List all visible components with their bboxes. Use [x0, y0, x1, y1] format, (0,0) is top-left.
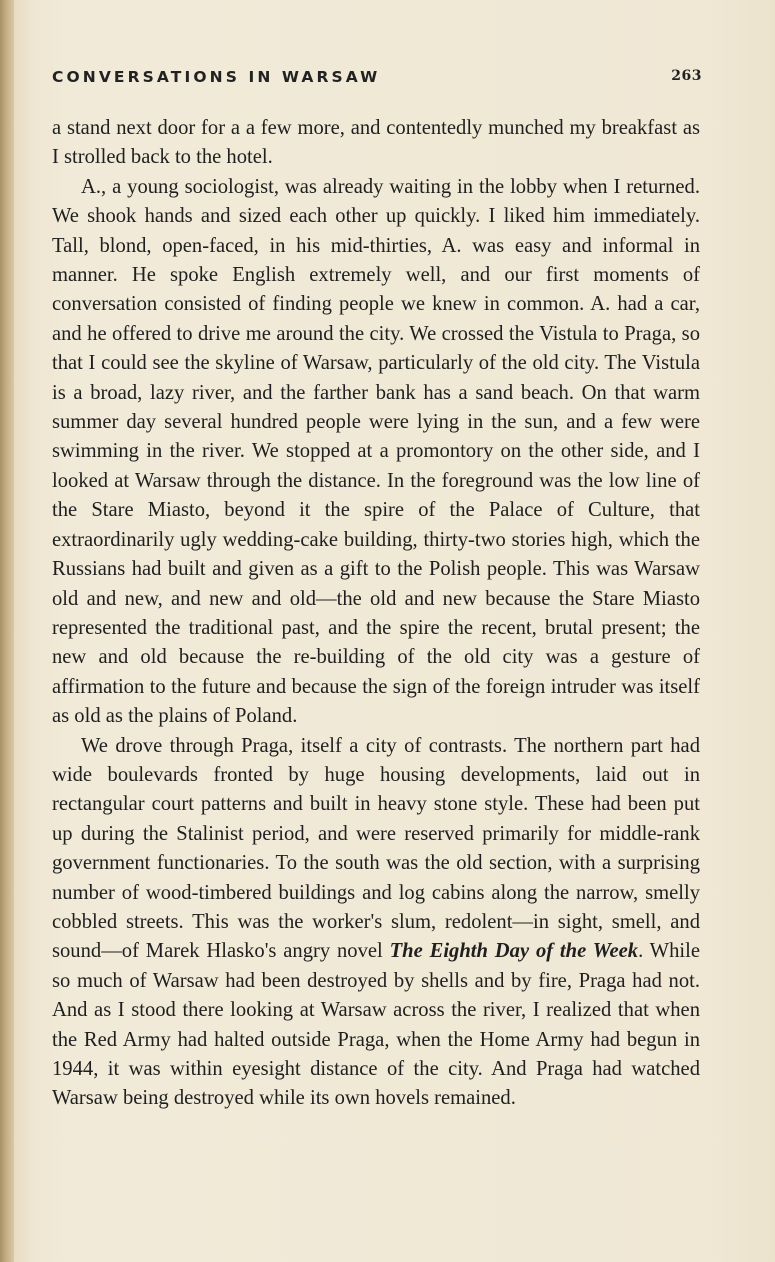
running-title: CONVERSATIONS IN WARSAW — [52, 68, 381, 86]
book-spine-shadow — [0, 0, 14, 1262]
paragraph-2 — [52, 173, 700, 732]
paragraph-3-text-start: We drove through Praga, itself a city of contrasts. The northern part had wide boulevards fronted by huge housing developments, laid out in rectangular court patterns and built in heavy stone style. These had been put up during the Stalinist period, and were reserved primarily for middle-rank government functionaries. To the south was the old section, with a surprising number of wood-timbered buildings and log cabins along the narrow, smelly cobbled streets. This was the worker's slum, redolent—in sight, smell, and sound—of Marek Hlasko's angry novel — [52, 734, 700, 963]
novel-title: The Eighth Day of the Week — [389, 940, 639, 963]
paragraph-2-text: A., a young sociologist, was already waiting in the lobby when I returned. We shook hands and sized each other up quickly. I liked him immediately. Tall, blond, open-faced, in his mid-thirties, A. was easy and informal in manner. He spoke English extremely well, and our first moments of conversation consisted of finding people we knew in common. A. had a car, and he offered to drive me around the city. We crossed the Vistula to Praga, so that I could see the skyline of Warsaw, particularly of the old city. The Vistula is a broad, lazy river, and the farther bank has a sand beach. On that warm summer day several hundred people were lying in the sun, and a few were swimming in the river. We stopped at a promontory on the other side, and I looked at Warsaw through the distance. In the foreground was the low line of the Stare Miasto, beyond it the spire of the Palace of Culture, that extraordinarily ugly wedding-cake building, thirty-two stories high, which the Russians had built and given as a gift to the Polish people. This was Warsaw old and new, and new and old—the old and new because the Stare Miasto represented the traditional past, and the spire the recent, brutal present; the new and old because the re-building of the old city was a gesture of affirmation to the future and because the sign of the foreign intruder was itself as old as the plains of Poland. — [52, 175, 700, 728]
paragraph-3-text-end: . While so much of Warsaw had been destroyed by shells and by fire, Praga had not. And as I stood there looking at Warsaw across the river, I realized that when the Red Army had halted outside Praga, when the Home Army had begun in 1944, it was within eyesight distance of the city. And Praga had watched Warsaw being destroyed while its own hovels remained. — [52, 940, 700, 1110]
body-text — [52, 114, 700, 1114]
paragraph-3 — [52, 732, 700, 1114]
page-number: 263 — [671, 68, 702, 84]
paragraph-1-text: a stand next door for a a few more, and contentedly munched my breakfast as I strolled back to the hotel. — [52, 117, 700, 169]
running-header — [52, 64, 702, 92]
paragraph-1 — [52, 114, 700, 173]
